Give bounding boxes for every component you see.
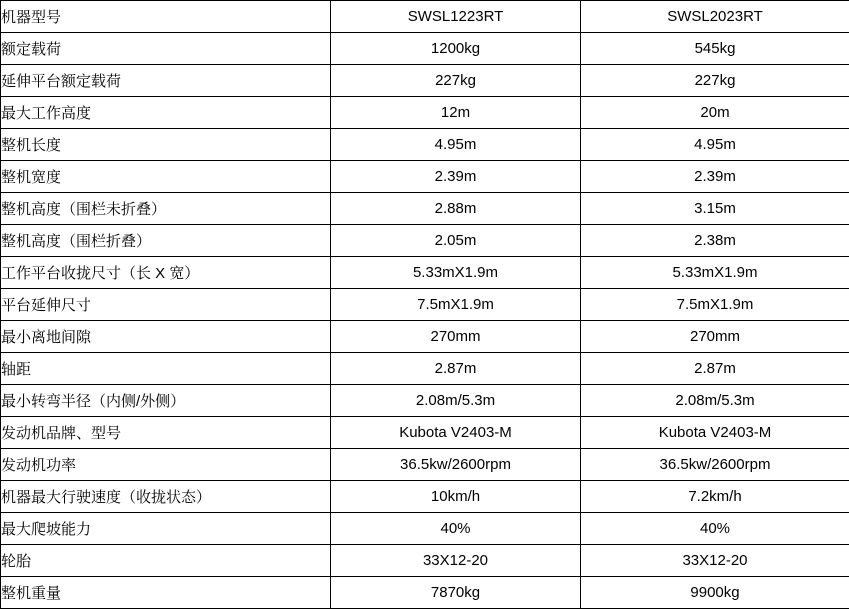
spec-value-cell-model1: Kubota V2403-M [331,417,581,449]
spec-value-cell-model1: 5.33mX1.9m [331,257,581,289]
spec-value-cell-model1: 270mm [331,321,581,353]
model-header-label-cell: 机器型号 [1,1,331,33]
spec-value-cell-model2: 545kg [581,33,849,65]
spec-value-cell-model2: 2.39m [581,161,849,193]
spec-value-cell-model2: 7.5mX1.9m [581,289,849,321]
spec-label-cell: 平台延伸尺寸 [1,289,331,321]
spec-value-cell-model1: 2.87m [331,353,581,385]
spec-label-cell: 整机宽度 [1,161,331,193]
table-row [1,161,849,193]
spec-value-cell-model2: 2.38m [581,225,849,257]
spec-label-cell: 延伸平台额定载荷 [1,65,331,97]
spec-label-cell: 发动机功率 [1,449,331,481]
table-row [1,417,849,449]
spec-value-cell-model1: 7870kg [331,577,581,609]
table-row [1,97,849,129]
spec-value-cell-model1: 2.08m/5.3m [331,385,581,417]
spec-label-cell: 整机高度（围栏未折叠） [1,193,331,225]
spec-value-cell-model1: 2.05m [331,225,581,257]
spec-value-cell-model1: 2.88m [331,193,581,225]
spec-value-cell-model2: 3.15m [581,193,849,225]
spec-label-cell: 最大工作高度 [1,97,331,129]
spec-label-cell: 工作平台收拢尺寸（长 X 宽） [1,257,331,289]
spec-value-cell-model2: 9900kg [581,577,849,609]
spec-value-cell-model2: 227kg [581,65,849,97]
spec-value-cell-model1: 4.95m [331,129,581,161]
table-row [1,225,849,257]
spec-value-cell-model1: 40% [331,513,581,545]
spec-value-cell-model2: 7.2km/h [581,481,849,513]
table-row [1,321,849,353]
table-row [1,545,849,577]
spec-label-cell: 轴距 [1,353,331,385]
spec-value-cell-model1: 2.39m [331,161,581,193]
spec-label-cell: 额定载荷 [1,33,331,65]
spec-label-cell: 发动机品牌、型号 [1,417,331,449]
spec-value-cell-model2: Kubota V2403-M [581,417,849,449]
spec-table-body [1,1,849,609]
table-row [1,129,849,161]
table-row [1,449,849,481]
table-row [1,289,849,321]
spec-label-cell: 最大爬坡能力 [1,513,331,545]
table-row [1,33,849,65]
table-row [1,481,849,513]
spec-value-cell-model1: 12m [331,97,581,129]
model-1-name-cell: SWSL1223RT [331,1,581,33]
spec-value-cell-model1: 33X12-20 [331,545,581,577]
spec-label-cell: 机器最大行驶速度（收拢状态） [1,481,331,513]
spec-label-cell: 整机重量 [1,577,331,609]
spec-value-cell-model2: 40% [581,513,849,545]
spec-value-cell-model2: 20m [581,97,849,129]
spec-label-cell: 最小转弯半径（内侧/外侧） [1,385,331,417]
spec-value-cell-model1: 36.5kw/2600rpm [331,449,581,481]
spec-value-cell-model1: 1200kg [331,33,581,65]
spec-value-cell-model2: 5.33mX1.9m [581,257,849,289]
spec-label-cell: 整机高度（围栏折叠） [1,225,331,257]
spec-value-cell-model2: 2.87m [581,353,849,385]
table-row [1,577,849,609]
spec-value-cell-model1: 10km/h [331,481,581,513]
spec-label-cell: 轮胎 [1,545,331,577]
spec-value-cell-model1: 7.5mX1.9m [331,289,581,321]
table-row [1,385,849,417]
spec-label-cell: 最小离地间隙 [1,321,331,353]
spec-value-cell-model2: 33X12-20 [581,545,849,577]
table-row [1,513,849,545]
spec-value-cell-model2: 2.08m/5.3m [581,385,849,417]
spec-value-cell-model2: 4.95m [581,129,849,161]
model-2-name-cell: SWSL2023RT [581,1,849,33]
table-row [1,257,849,289]
table-row [1,353,849,385]
spec-label-cell: 整机长度 [1,129,331,161]
spec-value-cell-model2: 270mm [581,321,849,353]
table-row [1,65,849,97]
spec-value-cell-model1: 227kg [331,65,581,97]
header-row [1,1,849,33]
table-row [1,193,849,225]
spec-value-cell-model2: 36.5kw/2600rpm [581,449,849,481]
